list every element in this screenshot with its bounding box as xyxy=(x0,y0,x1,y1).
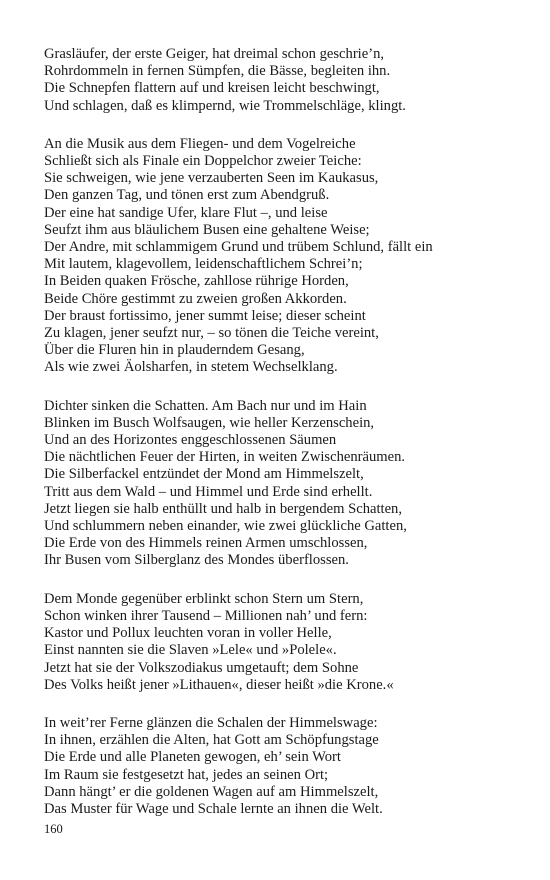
poem-line: In weit’rer Ferne glänzen die Schalen der Himmelswage: xyxy=(44,714,378,731)
poem-line: Über die Fluren hin in plauderndem Gesang, xyxy=(44,342,305,359)
poem-line: Ihr Busen vom Silberglanz des Mondes überflossen. xyxy=(44,552,349,569)
poem-line: Mit lautem, klagevollem, leidenschaftlichem Schrei’n; xyxy=(44,256,363,273)
poem-line: Grasläufer, der erste Geiger, hat dreimal schon geschrie’n, xyxy=(44,46,385,62)
poem-line: Und schlagen, daß es klimpernd, wie Trommelschläge, klingt. xyxy=(44,97,406,114)
poem-line: Die Silberfackel entzündet der Mond am Himmelszelt, xyxy=(44,466,364,483)
stanza-3 xyxy=(44,398,534,570)
poem-line: Kastor und Pollux leuchten voran in voller Helle, xyxy=(44,625,332,642)
poem-text xyxy=(44,46,534,839)
poem-line: Tritt aus dem Wald – und Himmel und Erde sind erhellt. xyxy=(44,483,373,500)
stanza-2 xyxy=(44,136,534,377)
poem-line: An die Musik aus dem Fliegen- und dem Vogelreiche xyxy=(44,135,356,152)
poem-line: Dichter sinken die Schatten. Am Bach nur und im Hain xyxy=(44,397,367,414)
poem-line: Der Andre, mit schlammigem Grund und trübem Schlund, fällt ein xyxy=(44,239,433,256)
poem-line: Dem Monde gegenüber erblinkt schon Stern um Stern, xyxy=(44,590,364,607)
poem-line: Beide Chöre gestimmt zu zweien großen Akkorden. xyxy=(44,290,347,307)
poem-line: Schon winken ihrer Tausend – Millionen nah’ und fern: xyxy=(44,607,368,624)
poem-line: Als wie zwei Äolsharfen, in stetem Wechselklang. xyxy=(44,359,338,376)
poem-line: In ihnen, erzählen die Alten, hat Gott am Schöpfungstage xyxy=(44,732,379,749)
poem-line: Zu klagen, jener seufzt nur, – so tönen die Teiche vereint, xyxy=(44,325,379,342)
poem-line: Dann hängt’ er die goldenen Wagen auf am Himmelszelt, xyxy=(44,783,379,800)
poem-line: Jetzt liegen sie halb enthüllt und halb in bergendem Schatten, xyxy=(44,500,402,517)
poem-line: Sie schweigen, wie jene verzauberten Seen im Kaukasus, xyxy=(44,170,379,187)
poem-line: Den ganzen Tag, und tönen erst zum Abendgruß. xyxy=(44,187,330,204)
stanza-1 xyxy=(44,46,534,115)
poem-line: Im Raum sie festgesetzt hat, jedes an seinen Ort; xyxy=(44,766,329,783)
poem-line: Die nächtlichen Feuer der Hirten, in weiten Zwischenräumen. xyxy=(44,449,406,466)
poem-line: Jetzt hat sie der Volkszodiakus umgetauft; dem Sohne xyxy=(44,659,359,676)
poem-line: In Beiden quaken Frösche, zahllose rührige Horden, xyxy=(44,273,349,290)
poem-line: Der braust fortissimo, jener summt leise; dieser scheint xyxy=(44,307,366,324)
poem-line: Und schlummern neben einander, wie zwei glückliche Gatten, xyxy=(44,518,407,535)
poem-line: Und an des Horizontes enggeschlossenen Säumen xyxy=(44,432,337,449)
poem-line: Die Schnepfen flattern auf und kreisen leicht beschwingt, xyxy=(44,80,380,97)
poem-line: Blinken im Busch Wolfsaugen, wie heller Kerzenschein, xyxy=(44,414,375,431)
stanza-4 xyxy=(44,591,534,694)
poem-line: Rohrdommeln in fernen Sümpfen, die Bässe, begleiten ihn. xyxy=(44,63,391,80)
poem-line: Die Erde und alle Planeten gewogen, eh’ sein Wort xyxy=(44,749,341,766)
poem-line: Einst nannten sie die Slaven »Lele« und »Polele«. xyxy=(44,642,337,659)
poem-line: Die Erde von des Himmels reinen Armen umschlossen, xyxy=(44,535,368,552)
poem-line: Des Volks heißt jener »Lithauen«, dieser heißt »die Krone.« xyxy=(44,676,394,693)
poem-line: Der eine hat sandige Ufer, klare Flut –, und leise xyxy=(44,204,328,221)
page-number: 160 xyxy=(44,822,63,836)
poem-line: Seufzt ihm aus bläulichem Busen eine gehaltene Weise; xyxy=(44,221,370,238)
poem-line: Das Muster für Wage und Schale lernte an ihnen die Welt. xyxy=(44,800,383,817)
stanza-5 xyxy=(44,715,534,818)
poem-line: Schließt sich als Finale ein Doppelchor zweier Teiche: xyxy=(44,153,362,170)
